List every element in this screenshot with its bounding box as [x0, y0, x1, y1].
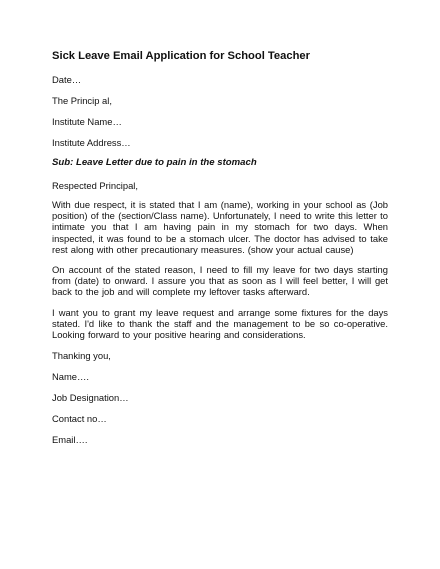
email-line: Email….: [52, 434, 88, 445]
body-paragraph-3: I want you to grant my leave request and arrange some fixtures for the days stated. I'd like to thank the staff and the management to be so co-operative. Looking forward to your positive hearing and considerations.: [52, 307, 388, 341]
date-line: Date…: [52, 74, 82, 85]
subject-line: Sub: Leave Letter due to pain in the stomach: [52, 157, 257, 168]
institute-name-line: Institute Name…: [52, 116, 122, 127]
body-paragraph-2: On account of the stated reason, I need to fill my leave for two days starting from (date) to onward. I assure you that as soon as I will feel better, I will get back to the job and will complete my leftover tasks afterward.: [52, 264, 388, 298]
body-paragraph-1: With due respect, it is stated that I am (name), working in your school as (Job position) of the (section/Class name). Unfortunately, I need to write this letter to intimate you that I am having pain in my stomach for two days. When inspected, it was found to be a stomach ulcer. The doctor has advised to take rest along with other precautionary measures. (show your actual cause): [52, 199, 388, 255]
name-line: Name….: [52, 371, 89, 382]
salutation: Respected Principal,: [52, 180, 138, 191]
job-designation-line: Job Designation…: [52, 392, 129, 403]
contact-line: Contact no…: [52, 413, 107, 424]
closing-line: Thanking you,: [52, 350, 111, 361]
institute-address-line: Institute Address…: [52, 137, 131, 148]
document-title: Sick Leave Email Application for School Teacher: [52, 50, 311, 62]
recipient-line: The Princip al,: [52, 95, 112, 106]
